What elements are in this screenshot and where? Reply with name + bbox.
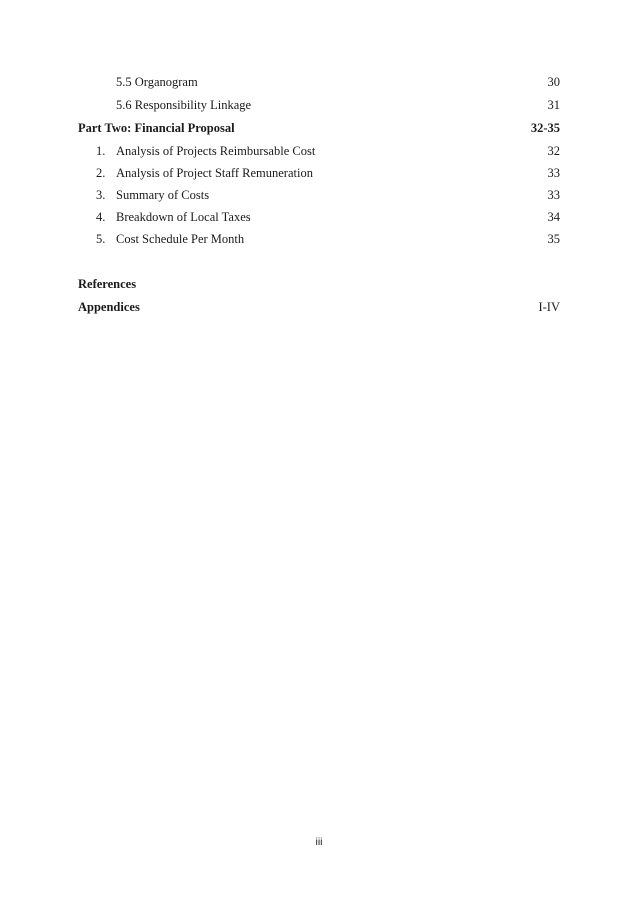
- toc-entry-page: 30: [547, 75, 560, 89]
- toc-item: [0, 141, 638, 161]
- toc-section-label: Part Two: Financial Proposal: [78, 121, 235, 135]
- toc-item: [0, 163, 638, 183]
- toc-item-page: 33: [547, 188, 560, 202]
- toc-item-number: 3.: [96, 188, 106, 202]
- toc-item: [0, 229, 638, 249]
- toc-section-label: Appendices: [78, 300, 140, 314]
- toc-item-label: Summary of Costs: [116, 188, 210, 202]
- toc-section-page: 32-35: [530, 121, 560, 135]
- toc-entry-label: 5.5 Organogram: [116, 75, 198, 89]
- toc-section-part-two: [0, 118, 638, 138]
- toc-item-number: 5.: [96, 232, 106, 246]
- toc-section-references: [0, 274, 638, 294]
- toc-item-number: 4.: [96, 210, 106, 224]
- toc-entry-organogram: [0, 72, 638, 92]
- toc-section-appendices: [0, 297, 638, 317]
- toc-item: [0, 207, 638, 227]
- toc-item-number: 1.: [96, 144, 106, 158]
- toc-item-page: 35: [547, 232, 560, 246]
- toc-entry-responsibility-linkage: [0, 95, 638, 115]
- page-number: iii: [315, 836, 323, 848]
- toc-item-page: 32: [547, 144, 560, 158]
- toc-entry-label: 5.6 Responsibility Linkage: [116, 98, 252, 112]
- toc-item-label: Cost Schedule Per Month: [116, 232, 245, 246]
- toc-section-label: References: [78, 277, 137, 291]
- toc-entry-page: 31: [547, 98, 560, 112]
- toc-item: [0, 185, 638, 205]
- toc-item-label: Analysis of Project Staff Remuneration: [116, 166, 313, 180]
- toc-item-label: Analysis of Projects Reimbursable Cost: [116, 144, 316, 158]
- toc-section-page: I-IV: [538, 300, 560, 314]
- toc-item-page: 33: [547, 166, 560, 180]
- toc-item-page: 34: [547, 210, 560, 224]
- toc-item-label: Breakdown of Local Taxes: [116, 210, 251, 224]
- toc-item-number: 2.: [96, 166, 106, 180]
